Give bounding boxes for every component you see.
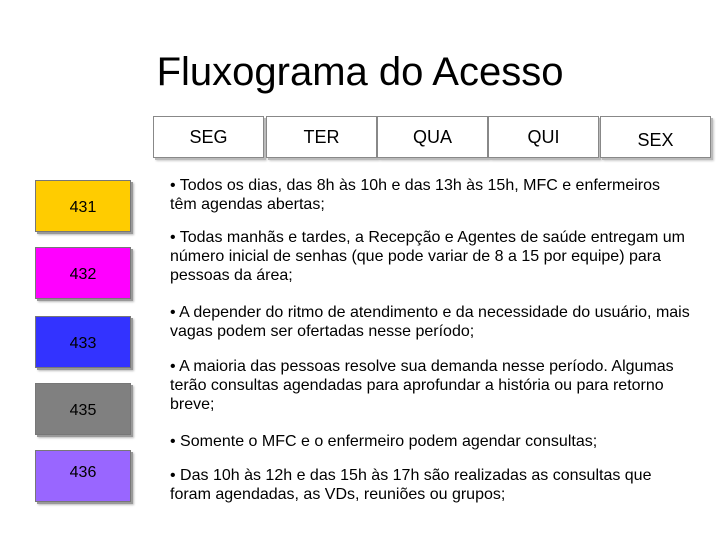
bullet-item: • Somente o MFC e o enfermeiro podem agendar consultas; — [170, 433, 598, 450]
team-box-433 — [35, 316, 131, 368]
day-label: TER — [303, 127, 340, 147]
team-label: 436 — [69, 464, 97, 481]
page-title: Fluxograma do Acesso — [156, 50, 564, 94]
team-box-432 — [35, 247, 131, 299]
day-box-qua — [377, 116, 488, 158]
team-box-436 — [35, 450, 131, 502]
team-label: 432 — [69, 266, 97, 283]
bullet-item: • Todos os dias, das 8h às 10h e das 13h às 15h, MFC e enfermeiros têm agendas abertas; — [170, 177, 661, 213]
day-box-seg — [153, 116, 264, 158]
day-label: QUI — [527, 127, 560, 147]
day-box-sex — [600, 116, 711, 158]
bullet-item: • Das 10h às 12h e das 15h às 17h são realizadas as consultas que foram agendadas, as VDs, reuniões ou grupos; — [170, 467, 652, 503]
team-label: 435 — [69, 402, 97, 419]
day-box-qui — [488, 116, 599, 158]
team-box-435 — [35, 383, 131, 435]
day-box-ter — [266, 116, 377, 158]
bullet-item: • Todas manhãs e tardes, a Recepção e Agentes de saúde entregam um número inicial de senhas (que pode variar de 8 a 15 por equipe) para pessoas da área; — [170, 229, 685, 284]
team-label: 433 — [69, 335, 97, 352]
team-label: 431 — [69, 199, 97, 216]
day-label: SEG — [189, 127, 228, 147]
day-label: QUA — [412, 127, 452, 147]
team-box-431 — [35, 180, 131, 232]
day-label: SEX — [637, 130, 674, 150]
bullet-item: • A maioria das pessoas resolve sua demanda nesse período. Algumas terão consultas agendadas para aprofundar a história ou para retorno breve; — [170, 358, 674, 413]
bullet-item: • A depender do ritmo de atendimento e da necessidade do usuário, mais vagas podem ser ofertadas nesse período; — [170, 304, 690, 340]
